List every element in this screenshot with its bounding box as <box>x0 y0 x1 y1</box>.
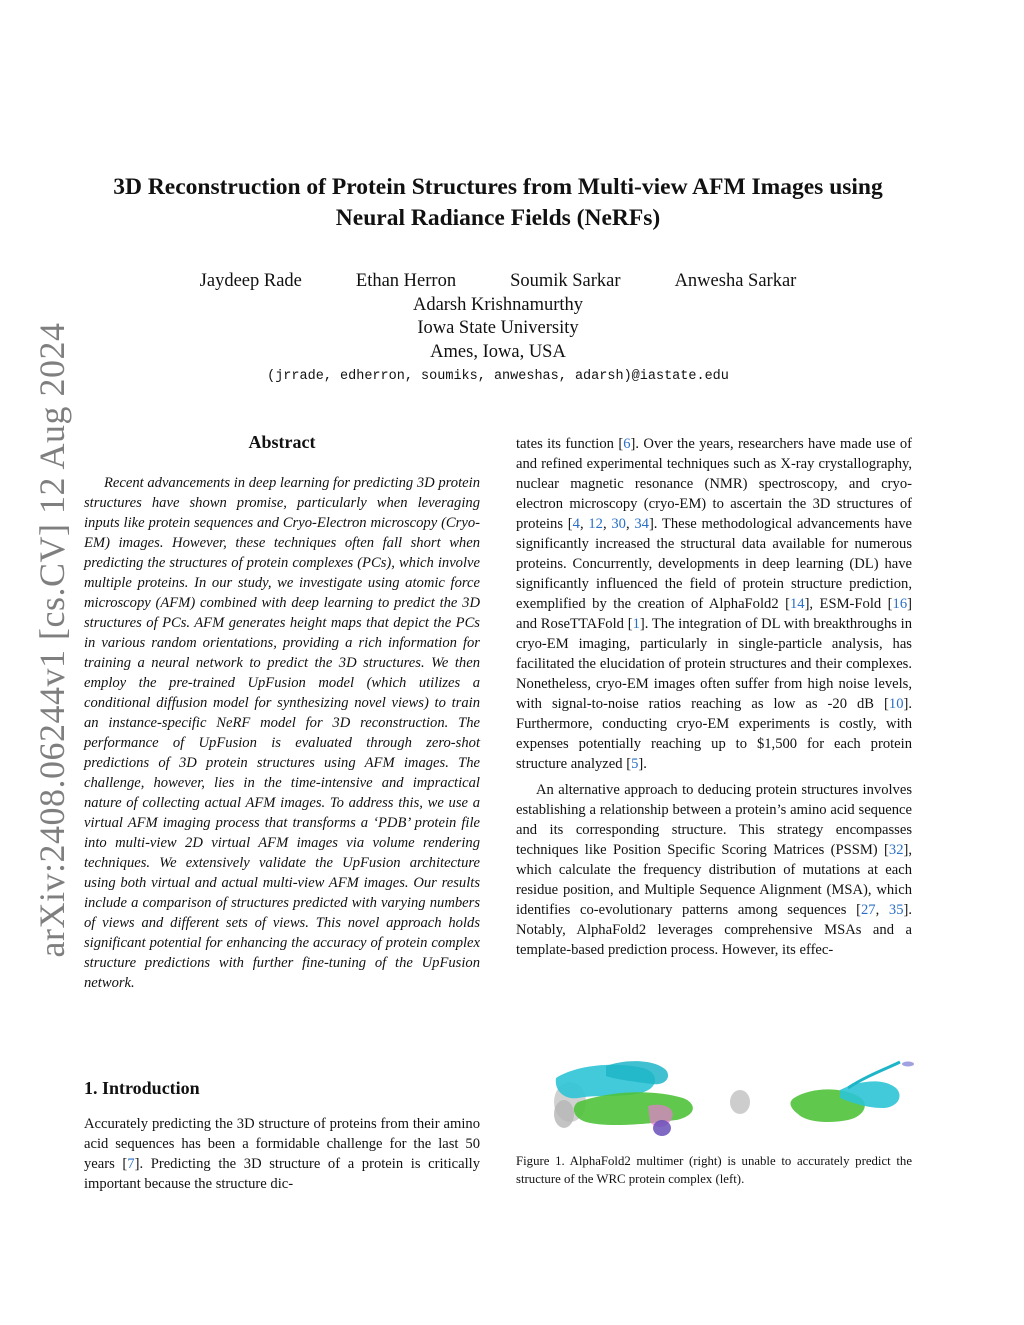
citation-link[interactable]: 34 <box>634 516 649 532</box>
text-run: ]. Furthermore, conducting cryo-EM experiments is costly, with expenses potentially reaching up to $1,500 for each protein structure analyzed [ <box>516 696 912 772</box>
author-name: Adarsh Krishnamurthy <box>412 294 584 315</box>
abstract-heading: Abstract <box>248 432 316 452</box>
text-run: , <box>875 902 889 918</box>
text-run: ], which calculate the frequency distribution of mutations at each residue position, and Multiple Sequence Alignment (MSA), which identifies co-evolutionary patterns among sequences [ <box>516 842 912 918</box>
citation-link[interactable]: 5 <box>631 756 639 772</box>
text-run: ]. The integration of DL with breakthroughs in cryo-EM imaging, particularly in single-particle analysis, has facilitated the elucidation of protein structures and their complexes. Nonetheless, cryo-EM images often suffer from high noise levels, with signal-to-noise ratios reaching as low as -20 dB [ <box>516 616 912 712</box>
figure-caption: Figure 1. AlphaFold2 multimer (right) is unable to accurately predict the structure of the WRC protein complex (left). <box>516 1154 912 1186</box>
text-run: Accurately predicting the 3D structure of proteins from their amino acid sequences has been a formidable challenge for the last 50 years [ <box>84 1116 480 1172</box>
alphafold2-multimer-prediction <box>730 1062 914 1123</box>
text-run: , <box>579 516 589 532</box>
text-run: , <box>625 516 635 532</box>
citation-link[interactable]: 10 <box>888 696 904 712</box>
citation-link[interactable]: 35 <box>888 902 904 918</box>
wrc-complex-ground-truth <box>554 1061 693 1136</box>
intro-paragraph <box>84 1114 480 1194</box>
author-name: Ethan Herron <box>355 271 457 291</box>
text-run: ]. Predicting the 3D structure of a protein is critically important because the structure dic- <box>84 1156 480 1192</box>
author-emails: (jrrade, edherron, soumiks, anweshas, adarsh)@iastate.edu <box>267 369 729 384</box>
body-paragraph <box>516 780 912 960</box>
text-run: ]. These methodological advancements have significantly increased the structural data available for numerous proteins. Concurrently, developments in deep learning (DL) have significantly influenced the field of protein structure prediction, exemplified by the creation of AlphaFold2 [ <box>516 516 913 612</box>
text-run: ] and RoseTTAFold [ <box>516 596 912 632</box>
text-run: tates its function [ <box>516 436 624 452</box>
author-name: Jaydeep Rade <box>199 271 302 291</box>
citation-link[interactable]: 6 <box>623 436 631 452</box>
left-column <box>84 432 480 993</box>
body-paragraph <box>516 434 912 774</box>
author-row <box>80 270 916 294</box>
right-column <box>516 434 912 960</box>
affiliation: Iowa State University <box>417 318 579 338</box>
figure-protein-structures <box>548 1058 916 1140</box>
author-block <box>80 270 916 364</box>
protein-render-svg <box>548 1058 916 1140</box>
author-name: Anwesha Sarkar <box>674 271 797 291</box>
text-run: ], ESM-Fold [ <box>804 596 893 612</box>
citation-link[interactable]: 4 <box>572 516 580 532</box>
citation-link[interactable]: 32 <box>888 842 904 858</box>
text-run: ]. <box>638 756 647 772</box>
paper-title: 3D Reconstruction of Protein Structures from Multi-view AFM Images using Neural Radiance Fields (NeRFs) <box>113 174 883 231</box>
citation-link[interactable]: 7 <box>127 1156 135 1172</box>
citation-link[interactable]: 16 <box>892 596 908 612</box>
arxiv-identifier: arXiv:2408.06244v1 [cs.CV] 12 Aug 2024 <box>32 322 72 958</box>
location: Ames, Iowa, USA <box>430 341 566 362</box>
citation-link[interactable]: 12 <box>588 516 603 532</box>
citation-link[interactable]: 27 <box>860 902 876 918</box>
citation-link[interactable]: 14 <box>789 596 805 612</box>
abstract-text: Recent advancements in deep learning for predicting 3D protein structures have shown promise, particularly when leveraging inputs like protein sequences and Cryo-Electron microscopy (Cryo-EM) images. However, these techniques often fall short when predicting the structures of protein complexes (PCs), which involve multiple proteins. In our study, we investigate using atomic force microscopy (AFM) combined with deep learning to predict the 3D structures of PCs. AFM generates height maps that depict the PCs in various random orientations, providing a rich information for training a neural network to predict the 3D structures. We then employ the pre-trained UpFusion model (which utilizes a conditional diffusion model for synthesizing novel views) to train an instance-specific NeRF model for 3D reconstruction. The performance of UpFusion is evaluated through zero-shot predictions of 3D protein structures using AFM images. The challenge, however, lies in the time-intensive and impractical nature of collecting actual AFM images. To address this, we use a virtual AFM imaging process that transforms a ‘PDB’ protein file into multi-view 2D virtual AFM images via volume rendering techniques. We extensively validate the UpFusion architecture using both virtual and actual multi-view AFM images. Our results include a comparison of structures predicted with varying numbers of views and different sets of views. This novel approach holds significant potential for enhancing the accuracy of protein complex structure predictions with further fine-tuning of the UpFusion network. <box>84 475 480 991</box>
citation-link[interactable]: 1 <box>632 616 640 632</box>
section-heading: 1. Introduction <box>84 1078 200 1098</box>
citation-link[interactable]: 30 <box>611 516 626 532</box>
author-name: Soumik Sarkar <box>510 271 621 291</box>
text-run: An alternative approach to deducing protein structures involves establishing a relationship between a protein’s amino acid sequence and its corresponding structure. This strategy encompasses techniques like Position Specific Scoring Matrices (PSSM) [ <box>516 782 912 858</box>
text-run: , <box>602 516 612 532</box>
text-run: ]. Over the years, researchers have made use of and refined experimental techniques such as X-ray crystallography, nuclear magnetic resonance (NMR) spectroscopy, and cryo-electron microscopy (cryo-EM) to ascertain the 3D structures of proteins [ <box>516 436 912 532</box>
text-run: ]. Notably, AlphaFold2 leverages comprehensive MSAs and a template-based prediction process. However, its effec- <box>516 902 912 958</box>
